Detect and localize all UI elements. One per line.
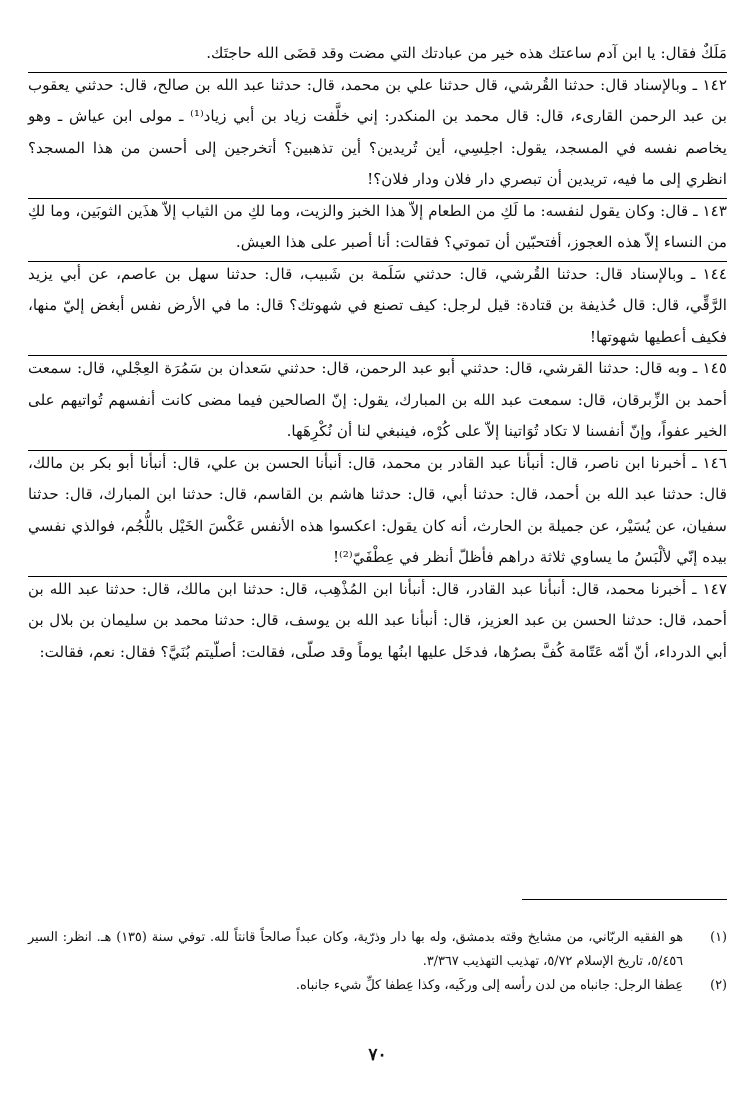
paragraph-divider bbox=[28, 450, 727, 451]
paragraph-divider bbox=[28, 355, 727, 356]
footnotes bbox=[28, 926, 727, 998]
page-number: ٧٠ bbox=[368, 1045, 387, 1065]
hadith-143: ١٤٣ ـ قال: وكان يقول لنفسه: ما لَكِ من الطعام إلاّ هذا الخبز والزيت، وما لكِ من الثياب إلاّ هذَين الثوبَين، وما لكِ من النساء إلاّ هذه العجوز، أفتحبّين أن تموتي؟ فقالت: أنا أصبر على هذا العيش. bbox=[28, 201, 727, 251]
footnote-divider bbox=[522, 899, 727, 900]
footnote-text: عِطفا الرجل: جانباه من لدن رأسه إلى وركَيه، وكذا عِطفا كلِّ شيء جانباه. bbox=[295, 978, 683, 993]
footnote-marker: (١) bbox=[710, 930, 727, 945]
main-text bbox=[28, 38, 727, 668]
hadith-145: ١٤٥ ـ وبه قال: حدثنا القرشي، قال: حدثني أبو عبد الرحمن، قال: حدثني سَعدان بن سَمُرَة العِجْلي، قال: سمعت أحمد بن الزِّبرقان، قال: سمعت عبد الله بن المبارك، يقول: إنّ الصالحين فيما مضى كانت أنفسهم تُواتيهم على الخير عفواً، وإنّ أنفسنا لا تكاد تُوَاتينا إلاّ على كُرْه، فينبغي لنا أن نُكْرِهَها. bbox=[28, 359, 727, 440]
hadith-147: ١٤٧ ـ أخبرنا محمد، قال: أنبأنا عبد القادر، قال: أنبأنا ابن المُذْهِب، قال: حدثنا ابن مالك، قال: حدثنا عبد الله بن أحمد، قال: حدثنا الحسن بن عبد العزيز، قال: أنبأنا عبد الله بن يوسف، قال: حدثنا محمد بن سليمان بن بلال بن أبي الدرداء، أنّ أمّه عَتّامة كُفَّ بصرُها، فدخَل عليها ابنُها يوماً وقد صلّى، فقالت: أصلّيتم بُنَيَّ؟ فقال: نعم، فقالت: bbox=[28, 579, 727, 661]
paragraph-divider bbox=[28, 72, 727, 73]
hadith-142: ١٤٢ ـ وبالإسناد قال: حدثنا القُرشي، قال حدثنا علي بن محمد، قال: حدثنا عبد الله بن صالح، قال: حدثني يعقوب بن عبد الرحمن القارىء، قال: قال محمد بن المنكدر: إني خلَّفت زياد بن أبي زياد⁽¹⁾ ـ مولى ابن عياش ـ وهو يخاصم نفسه في المسجد، يقول: اجلِسِي، أين تُريدين؟ أين تذهبين؟ أتخرجين إلى أحسن من هذا المسجد؟ انظري إلى ما فيه، تريدين أن تبصري دار فلان ودار فلان؟! bbox=[28, 75, 727, 188]
hadith-146: ١٤٦ ـ أخبرنا ابن ناصر، قال: أنبأنا عبد القادر بن محمد، قال: أنبأنا الحسن بن علي، قال: أنبأنا أبو بكر بن مالك، قال: حدثنا عبد الله بن أحمد، قال: حدثنا أبي، قال: حدثنا هاشم بن القاسم، قال: حدثنا ابن المبارك، قال: حدثنا سفيان، عن يُسَيْر، عن جميلة بن الحارث، أنه كان يقول: اعكسوا هذه الأنفس عَكْسَ الخَيْل باللُّجُم، فوالذي نفسي بيده إنّي لألْبَسُ ما يساوي ثلاثة دراهم فأظلّ أنظر في عِطْفَيّ⁽²⁾! bbox=[28, 453, 727, 566]
paragraph-divider bbox=[28, 576, 727, 577]
hadith-144: ١٤٤ ـ وبالإسناد قال: حدثنا القُرشي، قال: حدثني سَلَمة بن شَبيب، قال: حدثنا سهل بن عاصم، عن أبي يزيد الرَّقِّي، قال: قال حُذيفة بن قتادة: قيل لرجل: كيف تصنع في شهوتك؟ قال: ما في الأرض نفس أبغض إليّ منها، فكيف أعطيها شهوتها! bbox=[28, 264, 727, 346]
paragraph-divider bbox=[28, 198, 727, 199]
footnote-1 bbox=[28, 926, 727, 974]
footnote-text: هو الفقيه الربّاني، من مشايخ وقته بدمشق، وله بها دار وذرّية، وكان عبداً صالحاً قانتاً لله. توفي سنة (١٣٥) هـ. انظر: السير ٥/٤٥٦، تاريخ الإسلام ٥/٧٢، تهذيب التهذيب ٣/٣٦٧. bbox=[28, 930, 683, 969]
paragraph-divider bbox=[28, 261, 727, 262]
paragraph-continuation: مَلَكٌ فقال: يا ابن آدم ساعتك هذه خير من عبادتك التي مضت وقد قضَى الله حاجتَك. bbox=[206, 44, 727, 62]
footnote-2 bbox=[28, 974, 727, 998]
footnote-marker: (٢) bbox=[710, 978, 727, 993]
